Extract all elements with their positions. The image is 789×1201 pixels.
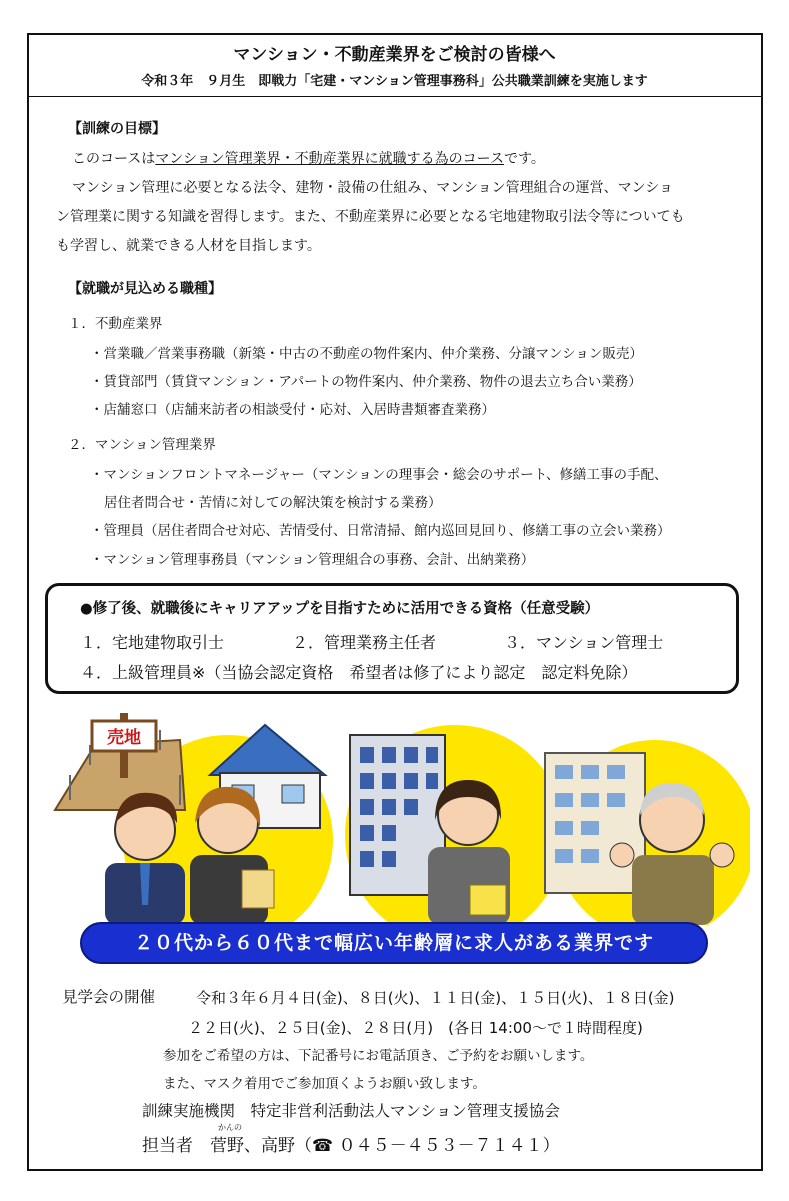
illustration	[50, 705, 750, 925]
qualification-3: ３．マンション管理士	[504, 633, 664, 652]
goal-line-1-post: です。	[503, 151, 545, 167]
sale-sign-text: 売地	[107, 728, 141, 748]
tour-dates-line-2: ２２日(火)、２５日(金)、２８日(月) (各日 14:00～で１時間程度)	[188, 1019, 643, 1037]
job-item: ・マンションフロントマネージャー（マンションの理事会・総会のサポート、修繕工事の手配、	[90, 467, 668, 483]
contact-name-primary: 菅野	[210, 1136, 244, 1156]
goal-line-2: マンション管理に必要となる法令、建物・設備の仕組み、マンション管理組合の運営、マンショ	[72, 180, 673, 196]
jobs-heading: 【就職が見込める職種】	[68, 281, 222, 297]
header-divider	[27, 96, 763, 97]
age-range-banner: ２０代から６０代まで幅広い年齢層に求人がある業界です	[80, 922, 708, 964]
page-subtitle: 令和３年 ９月生 即戦力「宅建・マンション管理事務科」公共職業訓練を実施します	[141, 74, 648, 89]
organization-label: 訓練実施機関	[142, 1102, 236, 1120]
businesswoman-person-icon	[428, 780, 510, 925]
contact-line	[142, 1131, 560, 1156]
organization-name: 特定非営利活動法人マンション管理支援協会	[250, 1102, 560, 1120]
qualifications-heading: ●修了後、就職後にキャリアアップを目指すために活用できる資格（任意受験）	[80, 601, 600, 617]
goal-line-3: ン管理業に関する知識を習得します。また、不動産業界に必要となる宅地建物取引法令等についても	[56, 209, 685, 225]
job-item: ・マンション管理事務員（マンション管理組合の事務、会計、出納業務）	[90, 552, 535, 568]
jobs-category-mansion: ２．マンション管理業界	[68, 437, 216, 453]
page-title: マンション・不動産業界をご検討の皆様へ	[233, 45, 556, 65]
job-item: ・店舗窓口（店舗来訪者の相談受付・応対、入居時書類審査業務）	[90, 402, 495, 418]
tour-dates-line-1: 令和３年６月４日(金)、８日(火)、１１日(金)、１５日(火)、１８日(金)	[196, 989, 675, 1007]
contact-phone: （☎ ０４５－４５３－７１４１）	[295, 1136, 560, 1156]
goal-line-4: も学習し、就業できる人材を目指します。	[56, 238, 321, 254]
qualification-4: ４．上級管理員※（当協会認定資格 希望者は修了により認定 認定料免除）	[80, 663, 638, 682]
jobs-category-real-estate: １．不動産業界	[68, 316, 163, 332]
goal-line-1-underlined: マンション管理業界・不動産業界に就職する為のコース	[155, 151, 504, 167]
job-item-continued: 居住者問合せ・苦情に対しての解決策を検討する業務）	[104, 495, 442, 511]
job-item: ・管理員（居住者問合せ対応、苦情受付、日常清掃、館内巡回見回り、修繕工事の立会い業務）	[90, 523, 671, 539]
qualification-1: １．宅地建物取引士	[80, 633, 225, 652]
job-item: ・賃貸部門（賃貸マンション・アパートの物件案内、仲介業務、物件の退去立ち合い業務）	[90, 374, 642, 390]
tour-note-mask: また、マスク着用でご参加頂くようお願い致します。	[163, 1076, 486, 1092]
job-item: ・営業職／営業事務職（新築・中古の不動産の物件案内、仲介業務、分譲マンション販売）	[90, 346, 643, 362]
organization-line	[142, 1099, 560, 1121]
goal-line-1-pre: このコースは	[72, 151, 156, 167]
tour-note-reservation: 参加をご希望の方は、下記番号にお電話頂き、ご予約をお願いします。	[163, 1048, 594, 1064]
contact-name-ruby: かんの	[218, 1123, 242, 1132]
qualification-2: ２．管理業務主任者	[292, 633, 437, 652]
tour-label: 見学会の開催	[62, 988, 156, 1006]
contact-label: 担当者	[142, 1136, 193, 1156]
contact-name-secondary: 、高野	[244, 1136, 295, 1156]
goal-heading: 【訓練の目標】	[68, 121, 166, 137]
goal-line-1	[72, 148, 545, 168]
